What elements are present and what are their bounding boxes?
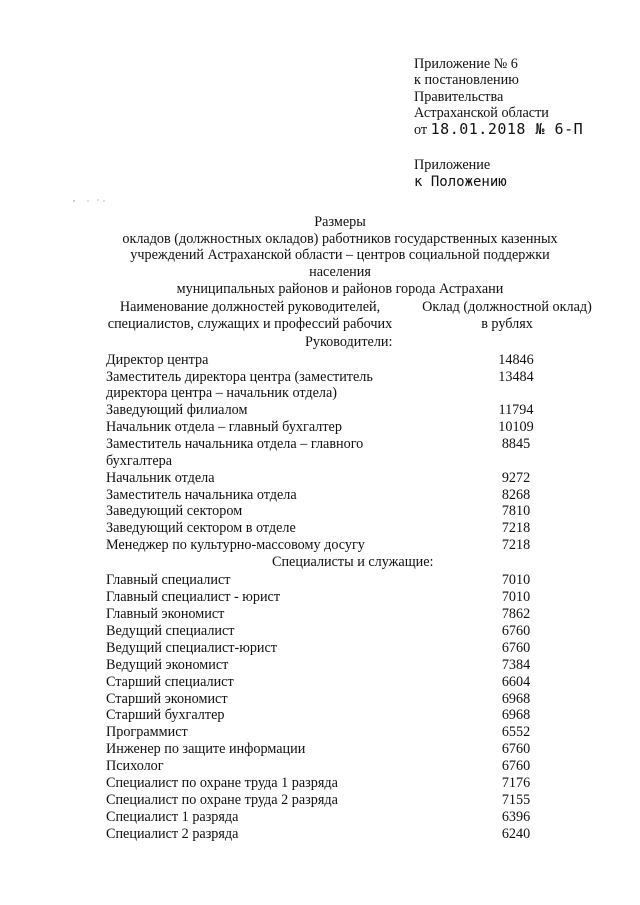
position-name-line: Программист — [106, 724, 188, 741]
salary-value: 7176 — [501, 775, 531, 791]
position-name — [106, 741, 305, 758]
position-name-line: Главный специалист — [106, 572, 231, 589]
position-name-line: Менеджер по культурно-массовому досугу — [106, 537, 365, 554]
salary-value: 9272 — [501, 469, 531, 486]
column-header-salary — [422, 299, 592, 333]
position-name-line: Ведущий специалист-юрист — [106, 639, 278, 656]
position-name — [106, 758, 164, 775]
position-name-line: Специалист 1 разряда — [106, 808, 239, 825]
section-title: Специалисты и служащие: — [272, 554, 434, 571]
document-title — [100, 214, 580, 298]
position-name — [106, 640, 277, 657]
position-name — [106, 809, 238, 826]
position-name-line: Старший специалист — [106, 673, 234, 690]
salary-value: 7010 — [501, 589, 531, 606]
salary-value: 6604 — [501, 673, 531, 690]
title-line-1: Размеры — [314, 214, 366, 230]
position-name — [106, 572, 230, 589]
title-line-3: учреждений Астраханской области – центров социальной поддержки населения — [130, 247, 550, 281]
appendix-line-1: Приложение № 6 — [414, 56, 518, 72]
salary-value: 6760 — [501, 639, 531, 656]
salary-value: 7810 — [501, 503, 531, 520]
salary-value: 7862 — [501, 606, 531, 622]
position-name-line: Начальник отдела – главный бухгалтер — [106, 419, 342, 436]
appendix-date-line — [414, 121, 583, 138]
position-name-line: директора центра – начальник отдела) — [106, 385, 337, 402]
position-name-line: Главный экономист — [106, 606, 225, 622]
position-name-line: Специалист 2 разряда — [106, 825, 239, 842]
salary-value: 7010 — [501, 572, 531, 589]
position-name-line: Директор центра — [106, 352, 209, 369]
position-name — [106, 470, 215, 487]
column-header-position — [100, 299, 400, 333]
position-name-line: Ведущий специалист — [106, 622, 235, 639]
column-header-position-line-1: Наименование должностей руководителей, — [119, 299, 381, 315]
position-name-line: Заместитель директора центра (заместитель — [106, 368, 373, 385]
salary-value: 6968 — [501, 707, 531, 724]
appendix-line-3: Правительства — [414, 88, 504, 105]
column-header-position-line-2: специалистов, служащих и профессий рабочих — [107, 316, 393, 332]
title-line-2: окладов (должностных окладов) работников государственных казенных — [122, 230, 558, 247]
appendix-sub-line-1: Приложение — [414, 157, 491, 173]
position-name-line: Заместитель начальника отдела — [106, 486, 297, 503]
position-name-line: бухгалтера — [106, 452, 173, 469]
position-name-line: Заведующий сектором — [106, 503, 243, 520]
salary-value: 13484 — [498, 368, 534, 385]
column-header-salary-line-1: Оклад (должностной оклад) — [422, 299, 592, 315]
position-name — [106, 792, 338, 809]
salary-value: 6396 — [501, 808, 531, 825]
position-name-line: Ведущий экономист — [106, 656, 229, 673]
appendix-sub-line-2: к Положению — [414, 173, 507, 190]
salary-value: 6240 — [501, 825, 531, 842]
position-name-line: Начальник отдела — [106, 469, 215, 486]
position-name — [106, 674, 234, 691]
position-name-line: Старший бухгалтер — [106, 707, 225, 724]
salary-value: 8845 — [501, 436, 531, 453]
position-name — [106, 436, 363, 469]
salary-value: 7384 — [501, 656, 531, 673]
position-name-line: Инженер по защите информации — [106, 741, 306, 758]
salary-value: 6760 — [501, 758, 531, 775]
position-name — [106, 657, 228, 674]
position-name — [106, 691, 228, 708]
position-name — [106, 537, 365, 554]
position-name-line: Специалист по охране труда 2 разряда — [106, 791, 338, 808]
date-number: 18.01.2018 № 6-П — [430, 120, 584, 139]
column-header-salary-line-2: в рублях — [481, 316, 533, 332]
salary-value: 7218 — [501, 520, 531, 537]
appendix-header — [414, 56, 583, 138]
salary-value: 6552 — [501, 724, 531, 741]
position-name — [106, 707, 224, 724]
position-name — [106, 589, 280, 606]
salary-value: 11794 — [498, 402, 534, 419]
position-name — [106, 402, 247, 419]
position-name — [106, 520, 296, 537]
position-name-line: Старший экономист — [106, 690, 228, 707]
position-name — [106, 623, 235, 640]
position-name — [106, 724, 188, 741]
appendix-line-4: Астраханской области — [414, 104, 549, 121]
position-name — [106, 352, 208, 369]
position-name-line: Психолог — [106, 758, 164, 775]
position-name-line: Специалист по охране труда 1 разряда — [106, 775, 338, 791]
position-name — [106, 419, 342, 436]
salary-value: 6968 — [501, 690, 531, 707]
position-name — [106, 369, 373, 402]
position-name — [106, 503, 242, 520]
salary-value: 6760 — [501, 741, 531, 758]
position-name — [106, 487, 297, 504]
position-name-line: Заведующий сектором в отделе — [106, 520, 296, 537]
salary-value: 8268 — [501, 486, 531, 503]
position-name — [106, 826, 238, 843]
salary-value: 14846 — [498, 352, 534, 369]
title-line-4: муниципальных районов и районов города Астрахани — [176, 280, 504, 297]
appendix-sub — [414, 157, 507, 190]
position-name — [106, 606, 224, 623]
position-name-line: Заведующий филиалом — [106, 402, 248, 419]
salary-value: 7155 — [501, 791, 531, 808]
salary-value: 6760 — [501, 622, 531, 639]
position-name-line: Заместитель начальника отдела – главного — [106, 436, 364, 453]
salary-value: 7218 — [501, 537, 531, 554]
appendix-line-2: к постановлению — [414, 72, 519, 89]
scan-speck-decoration — [70, 198, 110, 204]
salary-value: 10109 — [498, 419, 534, 436]
section-title: Руководители: — [305, 334, 393, 350]
date-prefix: от — [414, 122, 428, 139]
position-name-line: Главный специалист - юрист — [106, 589, 281, 606]
position-name — [106, 775, 338, 792]
